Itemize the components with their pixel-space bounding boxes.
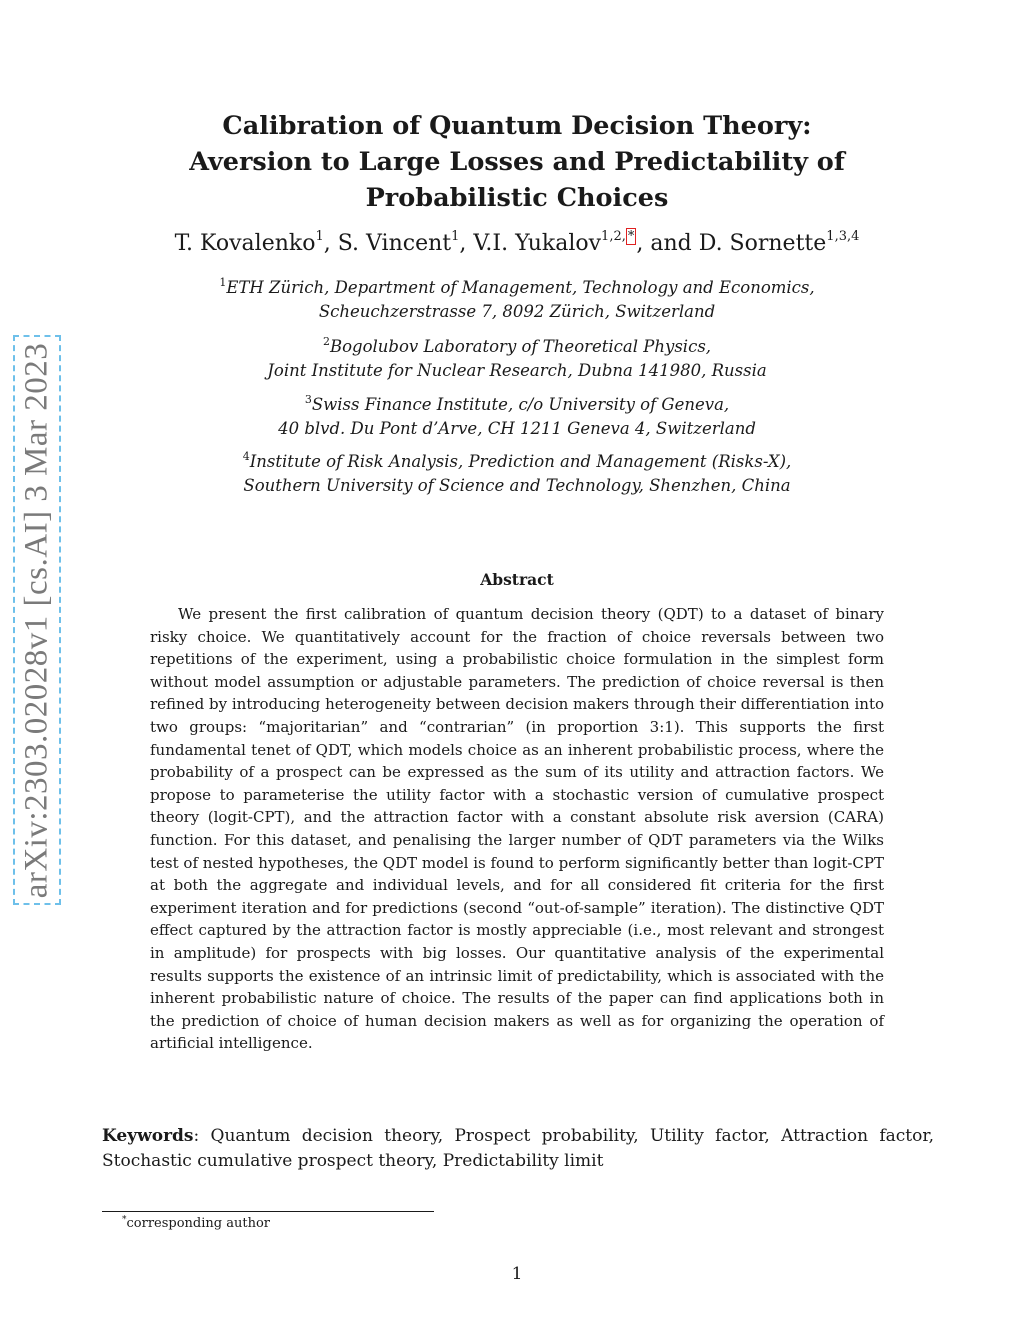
keywords-list: : Quantum decision theory, Prospect probability, Utility factor, Attraction factor, Stochastic cumulative prospect theory, Predictability limit [102, 1126, 934, 1171]
affiliation-number: 2 [322, 335, 330, 348]
author-separator: , and [636, 231, 699, 256]
affiliation-line: Bogolubov Laboratory of Theoretical Physics, [329, 337, 712, 356]
keywords-label: Keywords [102, 1126, 194, 1146]
abstract-text: We present the first calibration of quantum decision theory (QDT) to a dataset of binary risky choice. We quantitatively account for the fraction of choice reversals between two repetitions of the experiment, using a probabilistic choice formulation in the simplest form without model assumption or adjustable parameters. The prediction of choice reversal is then refined by introducing heterogeneity between decision makers through their differentiation into two groups: “majoritarian” and “contrarian” (in proportion 3:1). This supports the first fundamental tenet of QDT, which models choice as an inherent probabilistic process, where the probability of a prospect can be expressed as the sum of its utility and attraction factors. We propose to parameterise the utility factor with a stochastic version of cumulative prospect theory (logit-CPT), and the attraction factor with a constant absolute risk aversion (CARA) function. For this dataset, and penalising the larger number of QDT parameters via the Wilks test of nested hypotheses, the QDT model is found to perform significantly better than logit-CPT at both the aggregate and individual levels, and for all considered fit criteria for the first experiment iteration and for predictions (second “out-of-sample” iteration). The distinctive QDT effect captured by the attraction factor is mostly appreciable (i.e., most relevant and strongest in amplitude) for prospects with big losses. Our quantitative analysis of the experimental results supports the existence of an intrinsic limit of predictability, which is associated with the inherent probabilistic nature of choice. The results of the paper can find applications both in the prediction of choice of human decision makers as well as for organizing the operation of artificial intelligence. [150, 605, 884, 1053]
footnote-mark: * [122, 1215, 127, 1225]
author-list [100, 229, 934, 259]
title-line: Probabilistic Choices [365, 183, 669, 213]
affiliation-4 [150, 450, 884, 498]
affiliation-line: Institute of Risk Analysis, Prediction and Management (Risks-X), [249, 452, 792, 471]
affiliation-line: ETH Zürich, Department of Management, Technology and Economics, [226, 278, 815, 297]
title-line: Aversion to Large Losses and Predictability of [189, 147, 845, 177]
author-affiliation-mark: 1,2, * [601, 229, 635, 244]
paper-title [150, 108, 884, 216]
author-separator: , [323, 231, 338, 256]
affiliation-line: Scheuchzerstrasse 7, 8092 Zürich, Switzerland [318, 302, 716, 321]
affiliation-line: Joint Institute for Nuclear Research, Dubna 141980, Russia [267, 361, 767, 380]
keywords [102, 1124, 934, 1174]
footnote-text: corresponding author [126, 1216, 270, 1231]
affiliation-3 [150, 393, 884, 441]
corresponding-author-footnote-link[interactable]: * [627, 229, 635, 244]
affiliation-number: 3 [304, 393, 312, 406]
footnote [122, 1216, 270, 1231]
author-name: D. Sornette [698, 231, 827, 256]
author-separator: , [459, 231, 474, 256]
title-line: Calibration of Quantum Decision Theory: [222, 111, 812, 141]
author-affiliation-mark: 1,3,4 [826, 229, 860, 244]
arxiv-identifier-text: arXiv:2303.02028v1 [cs.AI] 3 Mar 2023 [18, 342, 55, 898]
footnote-divider [102, 1211, 434, 1212]
author-name: S. Vincent [337, 231, 452, 256]
arxiv-identifier-stamp[interactable] [13, 335, 61, 905]
affiliation-2 [150, 335, 884, 383]
affiliation-number: 1 [219, 276, 227, 289]
abstract-heading: Abstract [480, 570, 554, 589]
affiliation-line: 40 blvd. Du Pont d’Arve, CH 1211 Geneva 4, Switzerland [278, 419, 756, 438]
author-affiliation-mark: 1 [315, 229, 324, 244]
affiliation-line: Southern University of Science and Technology, Shenzhen, China [243, 476, 791, 495]
author-name: V.I. Yukalov [473, 231, 602, 256]
affiliation-line: Swiss Finance Institute, c/o University of Geneva, [311, 395, 730, 414]
author-name: T. Kovalenko [174, 231, 316, 256]
affiliation-number: 4 [242, 450, 250, 463]
page-number: 1 [511, 1264, 523, 1284]
affiliation-1 [150, 276, 884, 324]
author-affiliation-mark: 1 [451, 229, 460, 244]
